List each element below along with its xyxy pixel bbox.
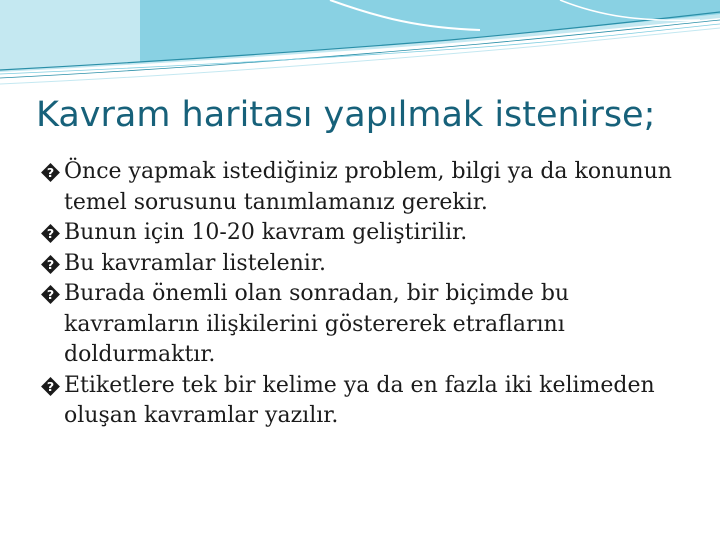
- svg-text:?: ?: [46, 226, 55, 242]
- bullet-text: Burada önemli olan sonradan, bir biçimde bu kavramların ilişkilerini göstererek etraflarını doldurmaktır.: [64, 281, 570, 367]
- bullet-text: Etiketlere tek bir kelime ya da en fazla iki kelimeden oluşan kavramlar yazılır.: [64, 372, 655, 428]
- bullet-item: [40, 279, 690, 371]
- header-wave-decoration: [0, 0, 720, 90]
- bullet-text: Önce yapmak istediğiniz problem, bilgi ya da konunun temel sorusunu tanımlamanız gerekir.: [64, 159, 672, 215]
- replacement-character-icon: [40, 162, 61, 183]
- bullet-item: [40, 371, 690, 432]
- bullet-item: [40, 249, 690, 280]
- bullet-text: Bunun için 10-20 kavram geliştirilir.: [64, 220, 468, 245]
- replacement-character-icon: [40, 376, 61, 397]
- slide-title: Kavram haritası yapılmak istenirse;: [36, 95, 656, 135]
- replacement-character-icon: [40, 284, 61, 305]
- bullet-list: [40, 157, 690, 432]
- svg-text:?: ?: [46, 165, 55, 181]
- bullet-text: Bu kavramlar listelenir.: [64, 250, 326, 276]
- svg-text:?: ?: [46, 378, 55, 394]
- replacement-character-icon: [40, 223, 61, 244]
- bullet-item: [40, 218, 690, 249]
- replacement-character-icon: [40, 254, 61, 275]
- svg-text:?: ?: [46, 256, 55, 272]
- svg-text:?: ?: [46, 287, 55, 303]
- bullet-item: [40, 157, 690, 218]
